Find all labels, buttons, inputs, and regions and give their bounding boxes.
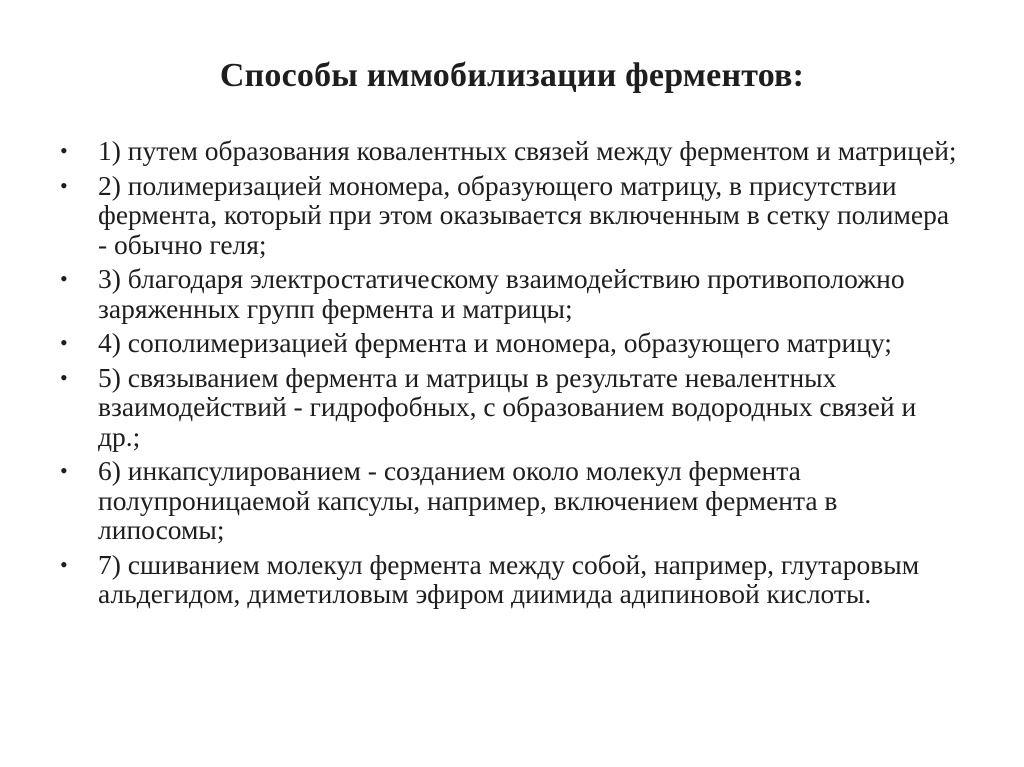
list-item-2: [60, 171, 960, 260]
bullet-list: [60, 136, 960, 614]
list-item-text: 7) сшиванием молекул фермента между собой, например, глутаровым альдегидом, диметиловым эфиром диимида адипиновой кислоты.: [98, 548, 920, 609]
bullet-icon: •: [60, 330, 68, 355]
list-item-1: [60, 136, 960, 166]
bullet-icon: •: [60, 364, 68, 390]
list-item-6: [60, 456, 960, 545]
list-item-text: 4) сополимеризацией фермента и мономера, образующего матрицу;: [98, 327, 892, 358]
list-item-text: 1) путем образования ковалентных связей между ферментом и матрицей;: [98, 135, 957, 166]
list-item-text: 6) инкапсулированием - созданием около молекул фермента полупроницаемой капсулы, например, включением фермента в липосомы;: [98, 455, 838, 545]
bullet-icon: •: [60, 458, 68, 483]
list-item-text: 3) благодаря электростатическому взаимодействию противоположно заряженных групп фермента и матрицы;: [98, 263, 905, 324]
list-item-5: [60, 363, 960, 452]
slide-title: Способы иммобилизации ферментов:: [219, 57, 805, 94]
list-item-7: [60, 550, 960, 609]
list-item-text: 2) полимеризацией мономера, образующего матрицу, в присутствии фермента, который при этом оказывается включенным в сетку полимера - обычно геля;: [98, 169, 950, 260]
bullet-icon: •: [60, 138, 68, 163]
list-item-text: 5) связыванием фермента и матрицы в результате невалентных взаимодействий - гидрофобных, с образованием водородных связей и др.;: [98, 361, 917, 452]
bullet-icon: •: [60, 266, 68, 291]
list-item-3: [60, 264, 960, 323]
bullet-icon: •: [60, 551, 68, 577]
bullet-icon: •: [60, 172, 68, 198]
list-item-4: [60, 328, 960, 358]
